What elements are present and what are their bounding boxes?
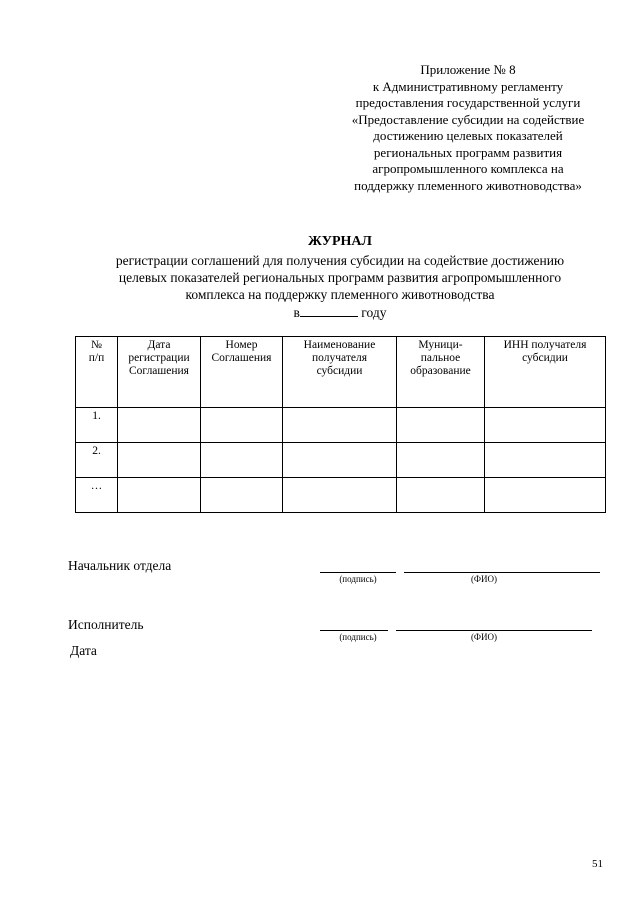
head-signature-caption: (подпись) <box>339 574 377 584</box>
header-inn: ИНН получателя субсидии <box>485 337 606 408</box>
table-cell[interactable] <box>397 443 485 478</box>
journal-title: ЖУРНАЛ <box>308 234 372 249</box>
appendix-line: региональных программ развития <box>373 144 563 160</box>
header-recipient-name: Наименование получателя субсидии <box>283 337 397 408</box>
header-municipality: Муници- пальное образование <box>397 337 485 408</box>
table-row <box>76 478 606 513</box>
header-agreement-number: Номер Соглашения <box>201 337 283 408</box>
journal-subtitle-line: регистрации соглашений для получения субсидии на содействие достижению <box>115 253 565 268</box>
head-signature-line[interactable] <box>320 572 396 573</box>
journal-subtitle-line: комплекса на поддержку племенного животноводства <box>185 287 495 302</box>
year-blank <box>300 303 358 317</box>
table-row <box>76 408 606 443</box>
appendix-line: агропромышленного комплекса на <box>372 161 564 176</box>
table-cell[interactable] <box>485 478 606 513</box>
head-fio-caption: (ФИО) <box>470 574 498 584</box>
header-registration-date: Дата регистрации Соглашения <box>118 337 201 408</box>
year-prefix: в <box>293 305 300 320</box>
appendix-line: достижению целевых показателей <box>373 128 563 143</box>
appendix-line: предоставления государственной услуги <box>355 95 581 110</box>
table-cell[interactable] <box>485 443 606 478</box>
table-cell[interactable] <box>118 478 201 513</box>
table-cell[interactable] <box>397 408 485 443</box>
table-cell[interactable] <box>118 408 201 443</box>
head-of-department-label: Начальник отдела <box>68 558 172 573</box>
executor-fio-caption: (ФИО) <box>470 632 498 642</box>
appendix-line: поддержку племенного животноводства» <box>354 177 582 193</box>
date-label: Дата <box>70 643 97 658</box>
head-fio-line[interactable] <box>404 572 600 573</box>
page-number: 51 <box>592 858 603 870</box>
table-cell[interactable] <box>397 478 485 513</box>
table-cell[interactable] <box>283 408 397 443</box>
journal-subtitle-line: целевых показателей региональных программ развития агропромышленного <box>118 270 562 285</box>
table-cell[interactable] <box>201 478 283 513</box>
appendix-line: к Административному регламенту <box>372 78 564 94</box>
table-header-row <box>76 337 606 408</box>
executor-signature-line[interactable] <box>320 630 388 631</box>
table-cell[interactable] <box>201 443 283 478</box>
table-cell[interactable] <box>485 408 606 443</box>
table-cell[interactable] <box>283 443 397 478</box>
executor-signature-caption: (подпись) <box>339 632 377 642</box>
row-number: … <box>76 478 118 513</box>
register-table <box>75 336 606 513</box>
year-suffix: году <box>361 305 387 320</box>
appendix-block <box>332 62 604 194</box>
appendix-line: «Предоставление субсидии на содействие <box>351 111 585 127</box>
appendix-line: Приложение № 8 <box>420 62 516 77</box>
executor-fio-line[interactable] <box>396 630 592 631</box>
year-line <box>40 303 640 321</box>
table-row <box>76 443 606 478</box>
table-cell[interactable] <box>283 478 397 513</box>
table-cell[interactable] <box>201 408 283 443</box>
executor-label: Исполнитель <box>68 617 144 632</box>
table-cell[interactable] <box>118 443 201 478</box>
journal-subtitle <box>40 252 640 321</box>
header-number: № п/п <box>76 337 118 408</box>
row-number: 1. <box>76 408 118 443</box>
row-number: 2. <box>76 443 118 478</box>
